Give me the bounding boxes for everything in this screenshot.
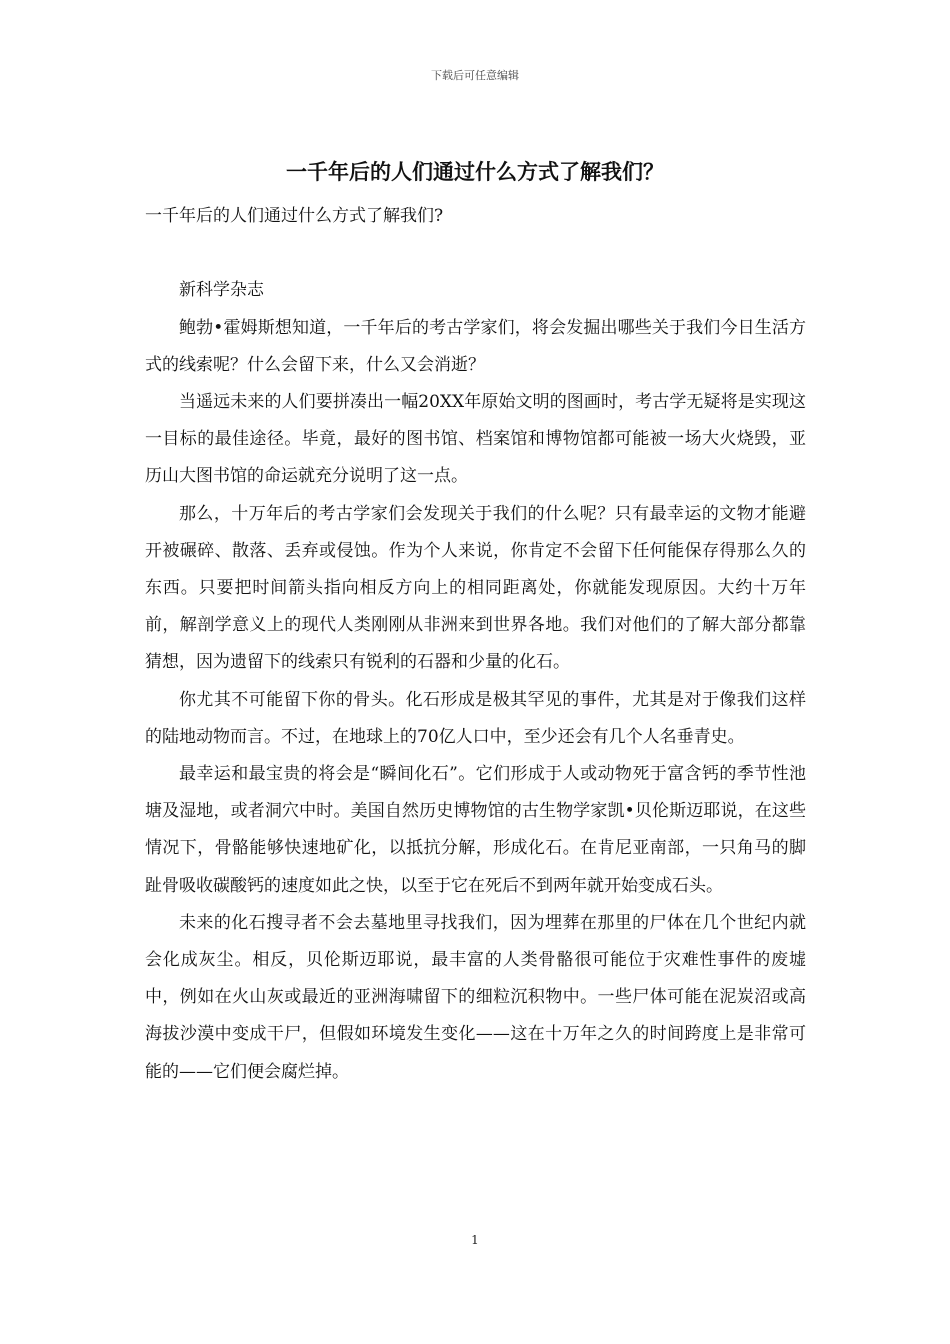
document-title: 一千年后的人们通过什么方式了解我们？: [286, 159, 664, 184]
blank-line: [145, 235, 806, 272]
source-line: 新科学杂志: [179, 280, 264, 301]
paragraph-3: 那么，十万年后的考古学家们会发现关于我们的什么呢？只有最幸运的文物才能避开被碾碎、散落、丢弃或侵蚀。作为个人来说，你肯定不会留下任何能保存得那么久的东西。只要把时间箭头指向相反方向上的相同距离处，你就能发现原因。大约十万年前，解剖学意义上的现代人类刚刚从非洲来到世界各地。我们对他们的了解大部分都靠猜想，因为遗留下的线索只有锐利的石器和少量的化石。: [145, 503, 806, 673]
paragraph-5: 最幸运和最宝贵的将会是“瞬间化石”。它们形成于人或动物死于富含钙的季节性池塘及湿地，或者洞穴中时。美国自然历史博物馆的古生物学家凯•贝伦斯迈耶说，在这些情况下，骨骼能够快速地矿化，以抵抗分解，形成化石。在肯尼亚南部，一只角马的脚趾骨吸收碳酸钙的速度如此之快，以至于它在死后不到两年就开始变成石头。: [145, 764, 806, 896]
document-body: [145, 198, 806, 1091]
paragraph-1: 鲍勃•霍姆斯想知道，一千年后的考古学家们，将会发掘出哪些关于我们今日生活方式的线索呢？什么会留下来，什么又会消逝？: [145, 317, 806, 375]
header-note: 下载后可任意编辑: [431, 69, 519, 82]
document-subtitle: 一千年后的人们通过什么方式了解我们?: [145, 206, 444, 226]
paragraph-6: 未来的化石搜寻者不会去墓地里寻找我们，因为埋葬在那里的尸体在几个世纪内就会化成灰尘。相反，贝伦斯迈耶说，最丰富的人类骨骼很可能位于灾难性事件的废墟中，例如在火山灰或最近的亚洲海啸留下的细粒沉积物中。一些尸体可能在泥炭沼或高海拔沙漠中变成干尸，但假如环境发生变化——这在十万年之久的时间跨度上是非常可能的——它们便会腐烂掉。: [145, 912, 806, 1082]
paragraph-2: 当遥远未来的人们要拼凑出一幅20XX年原始文明的图画时，考古学无疑将是实现这一目标的最佳途径。毕竟，最好的图书馆、档案馆和博物馆都可能被一场大火烧毁，亚历山大图书馆的命运就充分说明了这一点。: [145, 392, 806, 487]
page-number: 1: [471, 1233, 479, 1247]
paragraph-4: 你尤其不可能留下你的骨头。化石形成是极其罕见的事件，尤其是对于像我们这样的陆地动物而言。不过，在地球上的70亿人口中，至少还会有几个人名垂青史。: [145, 689, 806, 747]
